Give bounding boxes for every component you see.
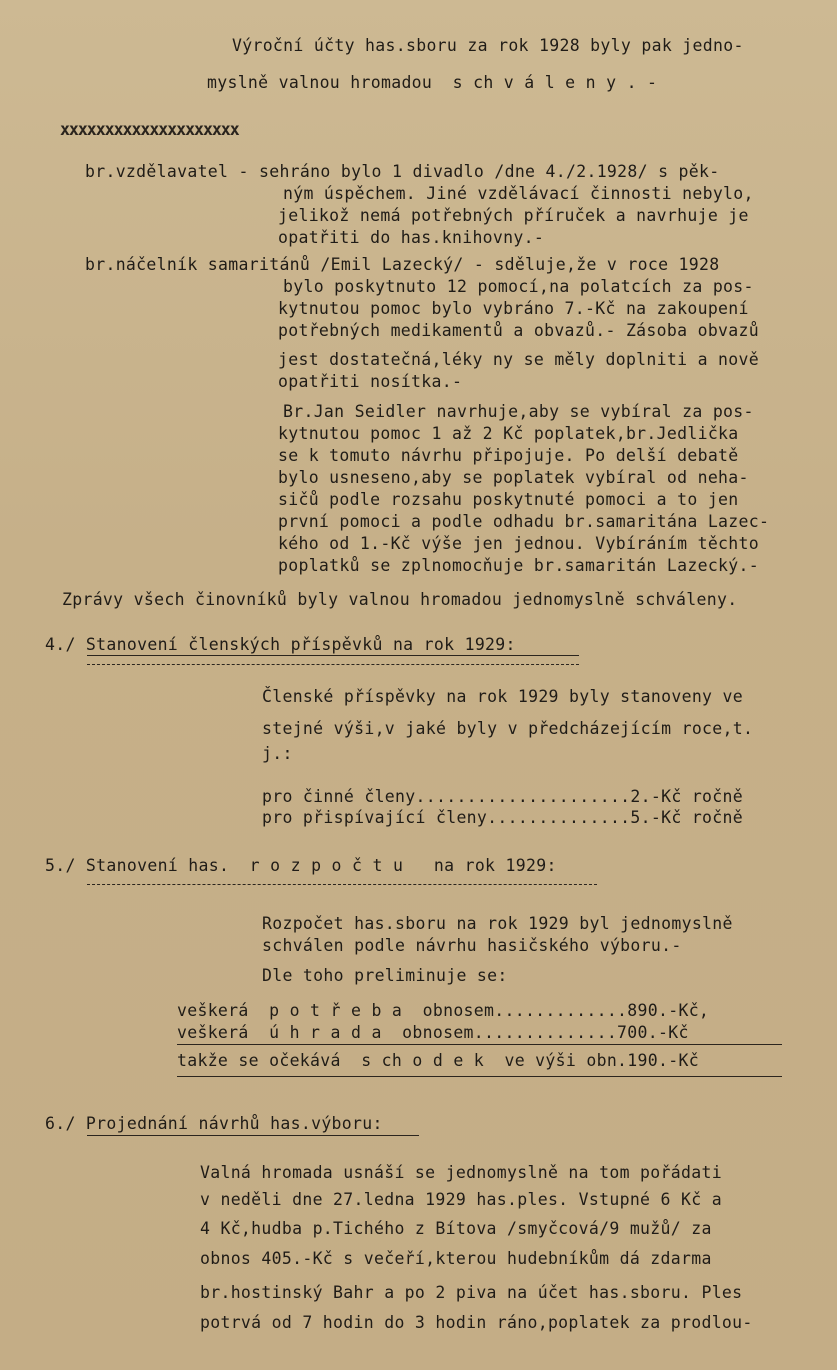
text-line-l34: veškerá ú h r a d a obnosem..............700.-Kč	[177, 1023, 689, 1042]
text-line-l01: Výroční účty has.sboru za rok 1928 byly pak jedno-	[232, 36, 744, 55]
text-line-l03: xxxxxxxxxxxxxxxxxxxx	[60, 120, 239, 139]
text-line-l27: pro činné členy.....................2.-Kč ročně	[262, 787, 743, 806]
budget-separator-top	[177, 1044, 782, 1045]
text-line-l35: takže se očekává s ch o d e k ve výši obn.190.-Kč	[177, 1051, 699, 1070]
text-line-l22: Zprávy všech činovníků byly valnou hromadou jednomyslně schváleny.	[62, 590, 738, 609]
text-line-l31: schválen podle návrhu hasičského výboru.-	[262, 936, 682, 955]
text-line-l07: opatřiti do has.knihovny.-	[278, 228, 545, 247]
text-line-l09: bylo poskytnuto 12 pomocí,na polatcích za pos-	[283, 277, 754, 296]
text-line-l10: kytnutou pomoc bylo vybráno 7.-Kč na zakoupení	[278, 299, 749, 318]
text-line-l32: Dle toho preliminuje se:	[262, 966, 508, 985]
text-line-l41: br.hostinský Bahr a po 2 piva na účet has.sboru. Ples	[200, 1283, 743, 1302]
text-line-l17: bylo usneseno,aby se poplatek vybíral od neha-	[278, 468, 749, 487]
text-line-l19: první pomoci a podle odhadu br.samaritána Lazec-	[278, 512, 770, 531]
text-line-l21: poplatků se zplnomocňuje br.samaritán Lazecký.-	[278, 556, 759, 575]
text-line-l06: jelikož nemá potřebných příruček a navrhuje je	[278, 206, 749, 225]
text-line-l42: potrvá od 7 hodin do 3 hodin ráno,poplatek za prodlou-	[200, 1313, 753, 1332]
text-line-l15: kytnutou pomoc 1 až 2 Kč poplatek,br.Jedlička	[278, 424, 739, 443]
text-line-l14: Br.Jan Seidler navrhuje,aby se vybíral za pos-	[283, 402, 754, 421]
text-line-l11: potřebných medikamentů a obvazů.- Zásoba obvazů	[278, 321, 759, 340]
text-line-l05: ným úspěchem. Jiné vzdělávací činnosti nebylo,	[283, 184, 754, 203]
text-line-l38: v neděli dne 27.ledna 1929 has.ples. Vstupné 6 Kč a	[200, 1190, 722, 1209]
text-line-l29: 5./ Stanovení has. r o z p o č t u na rok 1929:	[45, 856, 557, 875]
text-line-l12: jest dostatečná,léky ny se měly doplniti a nově	[278, 350, 759, 369]
text-line-l36: 6./ Projednání návrhů has.výboru:	[45, 1114, 383, 1133]
underline-section-4	[87, 655, 579, 656]
text-line-l18: sičů podle rozsahu poskytnuté pomoci a to jen	[278, 490, 739, 509]
text-line-l33: veškerá p o t ř e b a obnosem.............890.-Kč,	[177, 1001, 710, 1020]
text-line-l20: kého od 1.-Kč výše jen jednou. Vybíráním těchto	[278, 534, 759, 553]
text-line-l39: 4 Kč,hudba p.Tichého z Bítova /smyčcová/9 mužů/ za	[200, 1219, 712, 1238]
dashed-underline-section-4	[87, 664, 579, 665]
budget-separator-bottom	[177, 1076, 782, 1077]
text-line-l02: myslně valnou hromadou s ch v á l e n y . -	[207, 73, 658, 92]
text-line-l37: Valná hromada usnáší se jednomyslně na tom pořádati	[200, 1163, 722, 1182]
underline-section-6	[87, 1135, 419, 1136]
text-line-l13: opatřiti nosítka.-	[278, 372, 463, 391]
text-line-l25: stejné výši,v jaké byly v předcházejícím roce,t.	[262, 719, 754, 738]
text-line-l24: Členské příspěvky na rok 1929 byly stanoveny ve	[262, 687, 743, 706]
text-line-l30: Rozpočet has.sboru na rok 1929 byl jednomyslně	[262, 914, 733, 933]
dashed-underline-section-5	[87, 884, 597, 885]
text-line-l40: obnos 405.-Kč s večeří,kterou hudebníkům dá zdarma	[200, 1249, 712, 1268]
text-line-l08: br.náčelník samaritánů /Emil Lazecký/ - sděluje,že v roce 1928	[85, 255, 720, 274]
text-line-l23: 4./ Stanovení členských příspěvků na rok 1929:	[45, 635, 516, 654]
text-line-l26: j.:	[262, 744, 293, 763]
text-line-l04: br.vzdělavatel - sehráno bylo 1 divadlo /dne 4./2.1928/ s pěk-	[85, 162, 720, 181]
text-line-l16: se k tomuto návrhu připojuje. Po delší debatě	[278, 446, 739, 465]
text-line-l28: pro přispívající členy..............5.-Kč ročně	[262, 808, 743, 827]
